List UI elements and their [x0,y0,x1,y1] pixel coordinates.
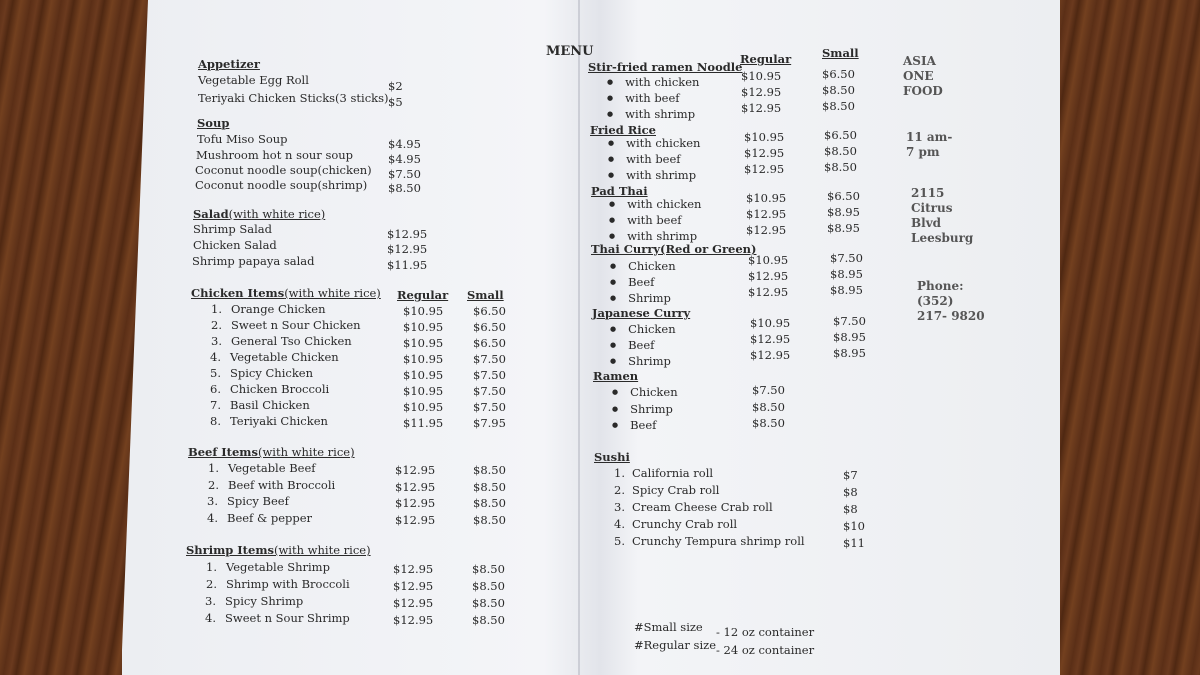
regular-size-value: - 24 oz container [716,643,815,657]
regular-price: $12.95 [746,207,787,221]
regular-price: $10.95 [403,320,444,334]
menu-item-name: Orange Chicken [231,302,326,316]
regular-price: $12.95 [393,596,434,610]
item-number: 1. [206,560,217,574]
regular-price: $12.95 [741,101,782,115]
menu-item-name: ● with chicken [607,75,699,91]
small-price: $7.50 [830,251,863,265]
japanese-curry-heading: Japanese Curry [592,306,691,320]
regular-price: $11.95 [403,416,444,430]
soup-heading: Soup [197,116,230,130]
phone-number: Phone: (352) 217- 9820 [917,279,985,323]
menu-item-name: Sweet n Sour Shrimp [225,611,350,625]
regular-column-header: Regular [740,52,792,66]
regular-price: $10.95 [741,69,782,83]
small-price: $7.50 [473,368,506,382]
menu-item-name: ● Chicken [612,385,678,401]
menu-item-name: ● Chicken [610,259,676,275]
menu-item-name: ● Beef [610,338,654,354]
regular-price: $12.95 [750,348,791,362]
regular-price: $12.95 [395,512,436,527]
item-number: 6. [210,382,221,396]
item-number: 2. [208,477,219,492]
regular-price: $10.95 [744,130,785,144]
regular-price: $12.95 [746,223,787,237]
menu-item-name: Mushroom hot n sour soup [196,148,354,162]
menu-item-name: ● Beef [610,275,654,291]
small-price: $8.50 [473,463,506,477]
menu-item-name: Beef & pepper [227,510,313,525]
item-number: 2. [211,318,222,332]
menu-item-name: Chicken Broccoli [230,382,330,396]
regular-price: $12.95 [393,562,434,576]
item-number: 5. [210,366,221,380]
small-price: $8.50 [824,144,857,158]
small-price: $6.50 [473,320,506,334]
menu-item-name: ● with chicken [609,197,701,213]
small-price: $8.50 [824,160,857,174]
small-price: $7.95 [473,416,506,430]
small-price: $8.50 [472,596,505,610]
small-size-value: - 12 oz container [716,625,815,639]
menu-item-price: $8 [843,502,858,516]
menu-item-name: Teriyaki Chicken Sticks(3 sticks) [198,91,389,105]
small-price: $8.95 [833,330,866,344]
menu-item-name: Spicy Shrimp [225,594,304,608]
menu-item-price: $8.50 [752,399,785,414]
regular-price: $12.95 [744,162,785,176]
regular-price: $12.95 [395,463,436,477]
stir-fried-heading: Stir-fried ramen Noodle [588,60,743,74]
item-number: 3. [207,494,218,508]
menu-title: MENU [546,44,594,59]
fried-rice-heading: Fried Rice [590,123,656,137]
small-price: $7.50 [473,384,506,398]
small-price: $8.50 [822,99,855,113]
restaurant-address: 2115 Citrus Blvd Leesburg [911,186,974,245]
small-price: $6.50 [473,336,506,350]
small-price: $8.95 [827,221,860,235]
menu-item-name: Shrimp papaya salad [192,254,315,268]
beef-items-heading: Beef Items(with white rice) [188,445,355,459]
regular-price: $12.95 [393,613,434,627]
regular-price: $10.95 [403,304,444,318]
small-price: $8.50 [472,562,505,576]
menu-item-name: Vegetable Egg Roll [198,73,309,87]
regular-price: $10.95 [746,191,787,205]
menu-item-price: $12.95 [387,242,428,256]
pad-thai-heading: Pad Thai [591,184,648,198]
menu-item-name: ● with shrimp [609,229,697,245]
item-number: 3. [211,334,222,348]
item-number: 8. [210,414,221,428]
menu-item-name: General Tso Chicken [231,334,352,348]
regular-price: $12.95 [741,85,782,99]
menu-item-price: $10 [843,519,865,533]
menu-item-name: ● with beef [609,213,682,229]
menu-item-name: ● Shrimp [612,402,673,418]
regular-price: $10.95 [403,368,444,382]
small-price: $6.50 [473,304,506,318]
item-number: 7. [210,398,221,412]
menu-item-name: ● Chicken [610,322,676,338]
menu-item-price: $12.95 [387,227,428,241]
menu-item-price: $8 [843,485,858,499]
restaurant-name: ASIA ONE FOOD [903,54,943,98]
regular-price: $10.95 [403,336,444,350]
item-number: 1. [211,302,222,316]
regular-price: $10.95 [750,316,791,330]
regular-price: $12.95 [750,332,791,346]
business-hours: 11 am- 7 pm [906,130,953,159]
menu-item-price: $2 [388,79,403,93]
small-price: $8.50 [473,479,506,494]
menu-item-name: ● Shrimp [610,291,671,307]
menu-item-name: Coconut noodle soup(chicken) [195,163,372,177]
menu-item-name: Shrimp with Broccoli [226,577,350,591]
small-column-header: Small [467,288,504,302]
menu-item-name: Cream Cheese Crab roll [632,500,773,514]
regular-size-label: #Regular size [634,638,716,652]
small-price: $8.50 [822,83,855,97]
menu-item-name: Shrimp Salad [193,222,273,236]
menu-item-name: Chicken Salad [193,238,277,252]
menu-item-price: $5 [388,95,403,109]
thai-curry-heading: Thai Curry(Red or Green) [591,242,757,256]
menu-item-name: Spicy Crab roll [632,483,720,497]
menu-item-name: Sweet n Sour Chicken [231,318,361,332]
appetizer-heading: Appetizer [198,57,260,71]
menu-item-name: ● with beef [607,91,680,107]
menu-item-name: ● with shrimp [608,168,696,184]
menu-item-price: $11 [843,536,865,550]
ramen-heading: Ramen [593,369,639,383]
regular-price: $10.95 [403,400,444,414]
menu-item-price: $8.50 [388,181,421,195]
menu-item-price: $4.95 [388,152,421,166]
menu-item-name: Vegetable Chicken [230,350,339,364]
menu-item-price: $7.50 [752,383,785,397]
regular-column-header: Regular [397,288,449,302]
item-number: 3. [614,500,625,514]
menu-item-name: Spicy Chicken [230,366,314,380]
regular-price: $10.95 [403,352,444,366]
menu-item-name: ● Beef [612,418,656,434]
menu-item-name: Coconut noodle soup(shrimp) [195,178,368,192]
shrimp-items-heading: Shrimp Items(with white rice) [186,543,371,557]
regular-price: $12.95 [393,579,434,593]
small-price: $8.50 [473,512,506,527]
menu-item-name: Tofu Miso Soup [197,132,288,146]
salad-heading: Salad(with white rice) [193,207,326,221]
small-price: $8.95 [827,205,860,219]
item-number: 2. [206,577,217,591]
menu-item-name: ● with beef [608,152,681,168]
small-price: $8.50 [472,613,505,627]
menu-item-price: $4.95 [388,137,421,151]
menu-item-name: Beef with Broccoli [228,477,336,492]
menu-item-price: $8.50 [752,416,785,430]
small-price: $8.50 [473,496,506,510]
menu-item-name: ● with chicken [608,136,700,152]
menu-item-name: Crunchy Crab roll [632,517,738,531]
item-number: 5. [614,534,625,548]
small-price: $7.50 [473,400,506,414]
item-number: 3. [205,594,216,608]
small-price: $8.95 [830,283,863,297]
small-size-label: #Small size [634,620,703,634]
small-price: $8.50 [472,579,505,593]
menu-item-name: Teriyaki Chicken [230,414,328,428]
small-price: $6.50 [824,128,857,142]
item-number: 1. [614,466,625,480]
menu-item-name: ● with shrimp [607,107,695,123]
item-number: 4. [614,517,625,531]
menu-item-price: $11.95 [387,258,428,272]
regular-price: $12.95 [744,146,785,160]
menu-item-name: Crunchy Tempura shrimp roll [632,534,805,548]
menu-item-name: Spicy Beef [227,494,289,508]
item-number: 1. [208,461,219,475]
item-number: 2. [614,483,625,497]
small-price: $7.50 [833,314,866,328]
regular-price: $10.95 [748,253,789,267]
menu-item-name: Basil Chicken [230,398,310,412]
item-number: 4. [205,611,216,625]
menu-item-name: Vegetable Beef [228,461,316,475]
small-price: $6.50 [827,189,860,203]
chicken-items-heading: Chicken Items(with white rice) [191,286,381,300]
small-price: $7.50 [473,352,506,366]
small-price: $6.50 [822,67,855,81]
menu-item-price: $7 [843,468,858,482]
regular-price: $12.95 [748,285,789,299]
regular-price: $12.95 [395,479,436,494]
menu-item-name: ● Shrimp [610,354,671,370]
regular-price: $12.95 [748,269,789,283]
item-number: 4. [210,350,221,364]
small-column-header: Small [822,46,859,60]
menu-item-name: California roll [632,466,714,480]
small-price: $8.95 [833,346,866,360]
item-number: 4. [207,510,218,525]
regular-price: $10.95 [403,384,444,398]
sushi-heading: Sushi [594,450,630,464]
menu-item-name: Vegetable Shrimp [226,560,330,574]
regular-price: $12.95 [395,496,436,510]
small-price: $8.95 [830,267,863,281]
menu-item-price: $7.50 [388,167,421,181]
